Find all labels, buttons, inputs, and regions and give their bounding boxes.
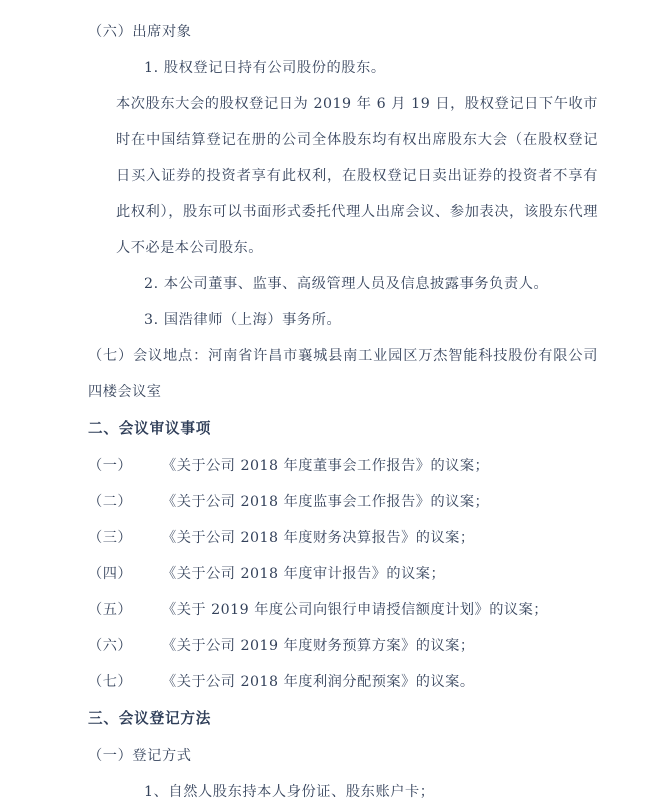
agenda-item-number: （三）	[88, 530, 133, 546]
record-date-paragraph: 本次股东大会的股权登记日为 2019 年 6 月 19 日，股权登记日下午收市时在中国结算登记在册的公司全体股东均有权出席股东大会（在股权登记日买入证券的投资者享有此权利，在股权登记日卖出证券的投资者不享有此权利），股东可以书面形式委托代理人出席会议、参加表决，该股东代理人不必是本公司股东。	[116, 96, 598, 256]
registration-section-heading: 三、会议登记方法	[88, 710, 212, 727]
agenda-item-text: 《关于公司 2018 年度利润分配预案》的议案。	[162, 674, 475, 690]
agenda-item-number: （六）	[88, 638, 133, 654]
agenda-item-number: （四）	[88, 566, 133, 582]
agenda-item-number: （七）	[88, 674, 133, 690]
agenda-item-text: 《关于公司 2018 年度监事会工作报告》的议案；	[162, 494, 490, 510]
agenda-item-text: 《关于 2019 年度公司向银行申请授信额度计划》的议案；	[162, 602, 548, 618]
agenda-item	[88, 664, 598, 700]
agenda-item-number: （五）	[88, 602, 133, 618]
agenda-item	[88, 556, 598, 592]
registration-item-1: 1、自然人股东持本人身份证、股东账户卡；	[144, 784, 435, 800]
agenda-item-number: （二）	[88, 494, 133, 510]
agenda-item-number: （一）	[88, 458, 133, 474]
agenda-item	[88, 448, 598, 484]
agenda-item	[88, 628, 598, 664]
agenda-item	[88, 520, 598, 556]
agenda-section-heading: 二、会议审议事项	[88, 420, 212, 437]
agenda-item-text: 《关于公司 2019 年度财务预算方案》的议案；	[162, 638, 475, 654]
agenda-item-text: 《关于公司 2018 年度财务决算报告》的议案；	[162, 530, 475, 546]
agenda-item-text: 《关于公司 2018 年度审计报告》的议案；	[162, 566, 446, 582]
agenda-item-text: 《关于公司 2018 年度董事会工作报告》的议案；	[162, 458, 490, 474]
venue-paragraph: （七）会议地点：河南省许昌市襄城县南工业园区万杰智能科技股份有限公司四楼会议室	[88, 348, 598, 400]
agenda-list	[88, 448, 598, 700]
registration-subsection-heading: （一）登记方式	[88, 748, 192, 764]
attendee-item-3: 3. 国浩律师（上海）事务所。	[144, 312, 342, 328]
attendees-heading: （六）出席对象	[88, 24, 192, 40]
agenda-item	[88, 484, 598, 520]
agenda-item	[88, 592, 598, 628]
attendee-item-1: 1. 股权登记日持有公司股份的股东。	[144, 60, 386, 76]
attendee-item-2: 2. 本公司董事、监事、高级管理人员及信息披露事务负责人。	[144, 276, 549, 292]
